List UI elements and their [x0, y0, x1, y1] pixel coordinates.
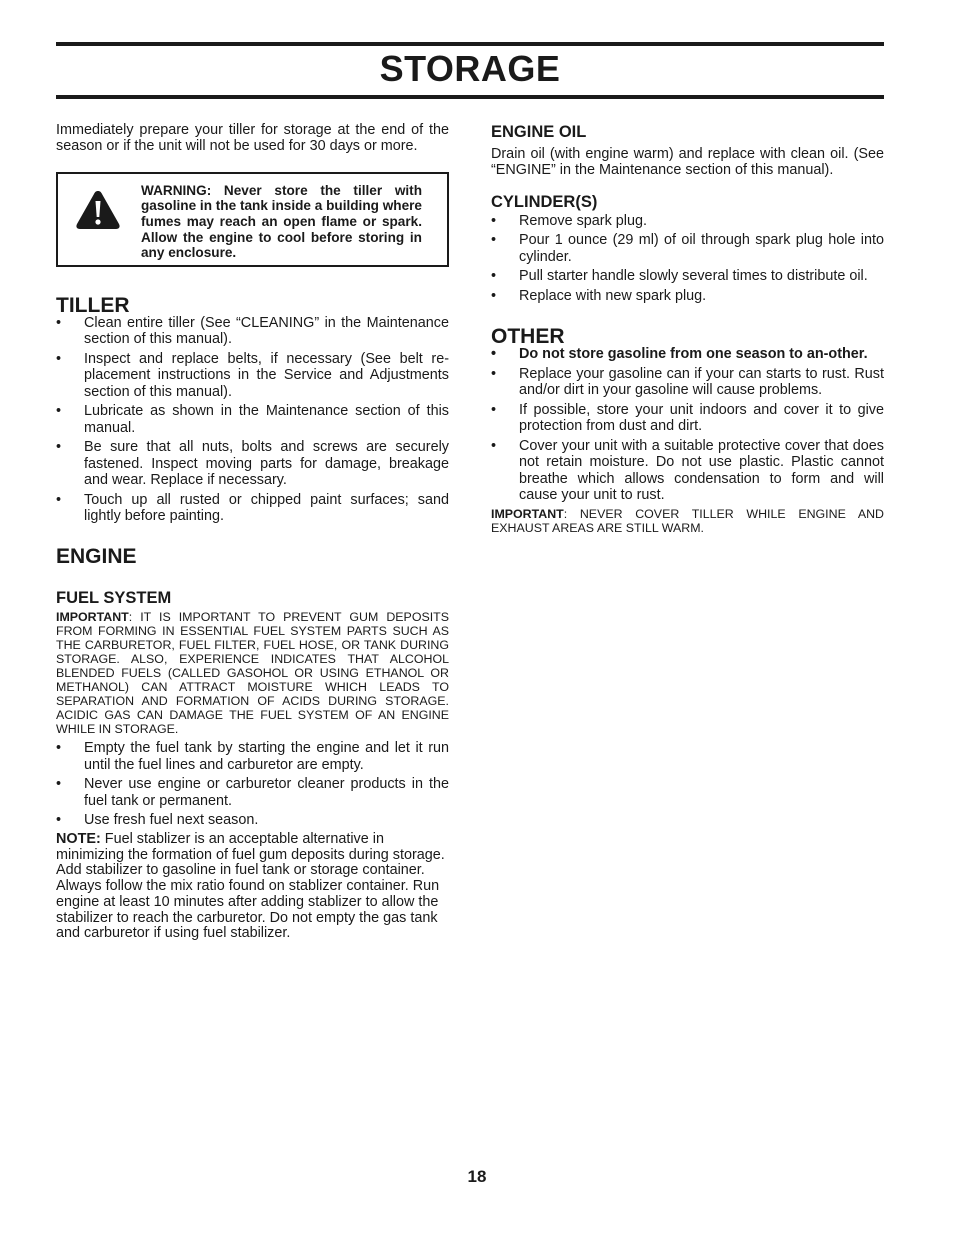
warning-text: WARNING: Never store the tiller with gasoline in the tank inside a building where fumes may reach an open flame or spark. Allow the engine to cool before storing in any enclosure. [141, 182, 422, 261]
cylinders-heading: CYLINDER(S) [491, 192, 598, 211]
list-item: • Cover your unit with a suitable protective cover that does not retain moisture. Do not use plastic. Plastic cannot breathe which allows condensation to form and will cause your unit to rust. [491, 438, 884, 504]
list-item: • Remove spark plug. [491, 212, 647, 229]
engine-heading: ENGINE [56, 545, 137, 569]
fuel-system-list [56, 740, 449, 828]
list-item: • Be sure that all nuts, bolts and screws are securely fastened. Inspect moving parts for damage, breakage and wear. Replace if necessary. [56, 439, 449, 489]
fuel-system-heading: FUEL SYSTEM [56, 589, 172, 608]
other-list [491, 346, 884, 503]
tiller-heading: TILLER [56, 293, 130, 317]
page-title: STORAGE [379, 48, 561, 89]
cylinders-list [491, 213, 884, 305]
left-column [56, 122, 449, 942]
list-item: • Never use engine or carburetor cleaner products in the fuel tank or permanent. [56, 776, 449, 809]
list-item: • Touch up all rusted or chipped paint surfaces; sand lightly before painting. [56, 491, 449, 525]
list-item: • Replace with new spark plug. [491, 288, 707, 304]
list-item: • Pour 1 ounce (29 ml) of oil through spark plug hole into cylinder. [491, 232, 884, 265]
warning-triangle-icon [74, 188, 122, 232]
list-item: • Empty the fuel tank by starting the engine and let it run until the fuel lines and carburetor are empty. [56, 740, 449, 773]
list-item: • Inspect and replace belts, if necessary (See belt re-placement instructions in the Service and Adjustments section of this manual). [56, 350, 449, 400]
other-important: IMPORTANT: NEVER COVER TILLER WHILE ENGINE AND EXHAUST AREAS ARE STILL WARM. [491, 506, 884, 535]
list-item: • If possible, store your unit indoors and cover it to give protection from dust and dirt. [491, 402, 884, 435]
list-item: • Replace your gasoline can if your can starts to rust. Rust and/or dirt in your gasoline will cause problems. [491, 366, 884, 399]
title-bottom-rule [56, 95, 884, 99]
intro-paragraph: Immediately prepare your tiller for storage at the end of the season or if the unit will not be used for 30 days or more. [56, 122, 449, 155]
list-item: • Do not store gasoline from one season to an-other. [491, 346, 868, 363]
list-item: • Use fresh fuel next season. [56, 812, 259, 829]
list-item: • Lubricate as shown in the Maintenance section of this manual. [56, 403, 449, 436]
list-item: • Clean entire tiller (See “CLEANING” in the Maintenance section of this manual). [56, 314, 449, 348]
warning-box [56, 172, 449, 267]
other-heading: OTHER [491, 325, 565, 349]
fuel-note: NOTE: Fuel stablizer is an acceptable alternative in minimizing the formation of fuel gum deposits during storage. Add stabilizer to gasoline in fuel tank or storage container. Always follow the mix ratio found on stablizer container. Run engine at least 10 minutes after adding stablizer to allow the stabilizer to reach the carburetor. Do not empty the gas tank and carburetor if using fuel stabilizer. [56, 831, 445, 942]
engine-oil-heading: ENGINE OIL [491, 123, 587, 141]
right-column [491, 122, 884, 535]
tiller-list [56, 315, 449, 525]
engine-oil-text: Drain oil (with engine warm) and replace with clean oil. (See “ENGINE” in the Maintenance section of this manual). [491, 146, 884, 179]
fuel-system-important: IMPORTANT: IT IS IMPORTANT TO PREVENT GUM DEPOSITS FROM FORMING IN ESSENTIAL FUEL SYSTEM PARTS SUCH AS THE CARBURETOR, FUEL FILTER, FUEL HOSE, OR TANK DURING STORAGE. ALSO, EXPERIENCE INDICATES THAT ALCOHOL BLENDED FUELS (CALLED GASOHOL OR USING ETHANOL OR METHANOL) CAN ATTRACT MOISTURE WHICH LEADS TO SEPARATION AND FORMATION OF ACIDS DURING STORAGE. ACIDIC GAS CAN DAMAGE THE FUEL SYSTEM OF AN ENGINE WHILE IN STORAGE. [56, 610, 449, 737]
page-number: 18 [467, 1167, 487, 1186]
list-item: • Pull starter handle slowly several times to distribute oil. [491, 268, 868, 285]
